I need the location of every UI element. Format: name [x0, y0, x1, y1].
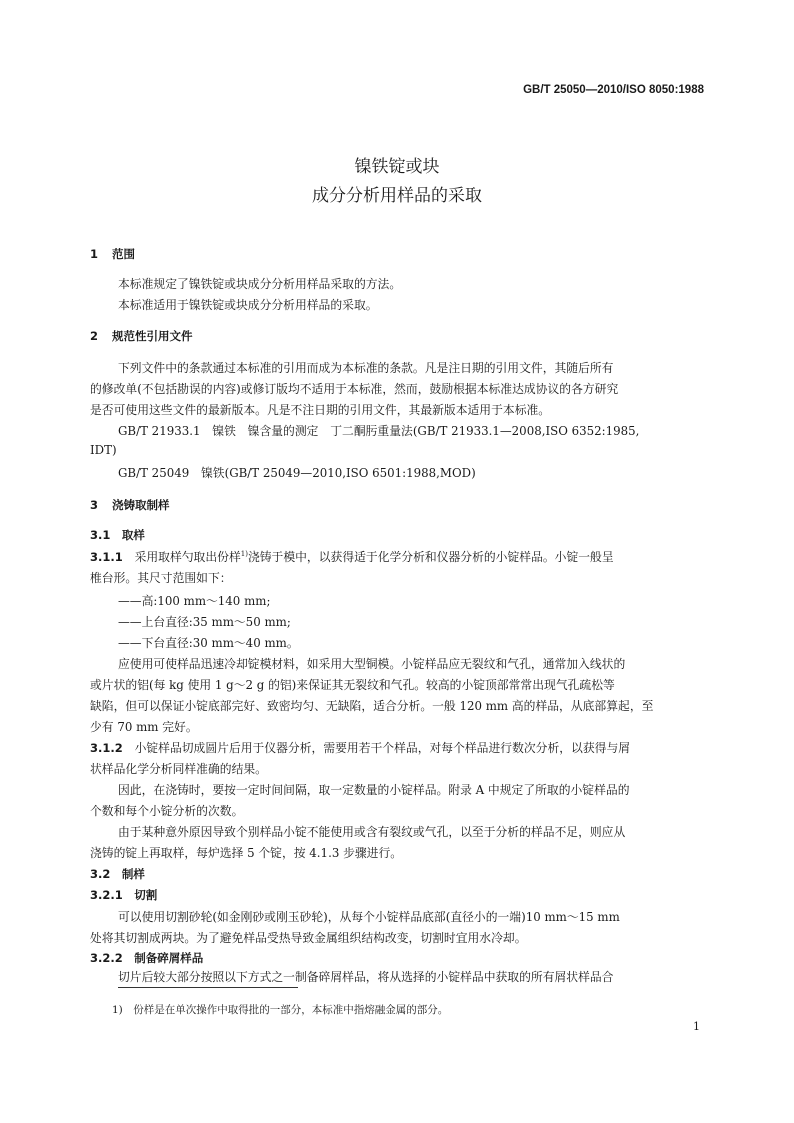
paragraph-cont: 的修改单(不包括勘误的内容)或修订版均不适用于本标准，然而，鼓励根据本标准达成协议的各方研究 — [90, 382, 619, 396]
paragraph-cont: 浇铸的锭上再取样，每炉选择 5 个锭，按 4.1.3 步骤进行。 — [90, 846, 403, 860]
section-number: 2 — [90, 329, 99, 343]
paragraph: 切片后较大部分按照以下方式之一制备碎屑样品，将从选择的小锭样品中获取的所有屑状样品合 — [118, 970, 614, 984]
clause-number: 3.1.2 — [90, 741, 123, 755]
paragraph-cont: 或片状的铝(每 kg 使用 1 g～2 g 的铝)来保证其无裂纹和气孔。较高的小锭顶部常常出现气孔疏松等 — [90, 678, 615, 692]
paragraph-cont: 少有 70 mm 完好。 — [90, 720, 198, 734]
clause-3-1-1 — [90, 548, 614, 565]
clause-3-2-2-heading — [90, 950, 203, 966]
footnote-text: 份样是在单次操作中取得批的一部分，本标准中指熔融金属的部分。 — [133, 1004, 449, 1016]
paragraph: 可以使用切割砂轮(如金刚砂或刚玉砂轮)，从每个小锭样品底部(直径小的一端)10 mm～15 mm — [118, 910, 620, 924]
section-2-heading — [90, 328, 193, 344]
subsection-number: 3.1 — [90, 528, 111, 542]
clause-title: 制备碎屑样品 — [134, 951, 204, 965]
doc-title-line1: 镍铁锭或块 — [354, 157, 440, 177]
clause-number: 3.1.1 — [90, 550, 123, 564]
section-title: 浇铸取制样 — [112, 498, 170, 512]
footnote-ref: 1) — [240, 550, 248, 559]
paragraph: 本标准适用于镍铁锭或块成分分析用样品的采取。 — [118, 298, 378, 312]
paragraph: 应使用可使样品迅速冷却锭模材料，如采用大型铜模。小锭样品应无裂纹和气孔，通常加入线状的 — [118, 657, 626, 671]
section-1-heading — [90, 246, 135, 262]
paragraph-cont: 缺陷，但可以保证小锭底部完好、致密均匀、无缺陷，适合分析。一般 120 mm 高的样品，从底部算起，至 — [90, 699, 654, 713]
reference-1: GB/T 21933.1 镍铁 镍含量的测定 丁二酮肟重量法(GB/T 21933.1—2008,ISO 6352:1985, — [118, 424, 640, 438]
dash-item: ——高:100 mm～140 mm; — [118, 594, 271, 608]
doc-title-line2: 成分分析用样品的采取 — [312, 186, 482, 206]
subsection-title: 制样 — [121, 867, 145, 881]
clause-number: 3.2.1 — [90, 888, 123, 902]
footnote — [112, 1002, 448, 1017]
section-title: 规范性引用文件 — [112, 329, 193, 343]
page-number: 1 — [693, 1020, 700, 1033]
section-number: 1 — [90, 247, 99, 261]
clause-3-2-1-heading — [90, 887, 157, 903]
paragraph-cont: 状样品化学分析同样准确的结果。 — [90, 762, 267, 776]
clause-text: 小锭样品切成圆片后用于仪器分析，需要用若干个样品，对每个样品进行数次分析，以获得与屑 — [134, 741, 631, 755]
paragraph: 下列文件中的条款通过本标准的引用而成为本标准的条款。凡是注日期的引用文件，其随后所有 — [118, 361, 614, 375]
clause-text: 采用取样勺取出份样 — [134, 550, 241, 564]
paragraph: 本标准规定了镍铁锭或块成分分析用样品采取的方法。 — [118, 277, 402, 291]
paragraph-cont: 处将其切割成两块。为了避免样品受热导致金属组织结构改变，切割时宜用水冷却。 — [90, 931, 527, 945]
section-title: 范围 — [112, 247, 135, 261]
clause-3-1-2 — [90, 739, 630, 756]
subsection-3-1-heading — [90, 527, 145, 543]
footnote-mark: 1) — [112, 1004, 123, 1016]
paragraph-cont: 椎台形。其尺寸范围如下： — [90, 571, 232, 585]
reference-2: GB/T 25049 镍铁(GB/T 25049—2010,ISO 6501:1988,MOD) — [118, 466, 476, 480]
footnote-divider — [118, 987, 298, 988]
dash-item: ——上台直径:35 mm～50 mm; — [118, 615, 291, 629]
paragraph-cont: 个数和每个小锭分析的次数。 — [90, 804, 244, 818]
paragraph-cont: 是否可使用这些文件的最新版本。凡是不注日期的引用文件，其最新版本适用于本标准。 — [90, 403, 551, 417]
section-number: 3 — [90, 498, 99, 512]
clause-number: 3.2.2 — [90, 951, 123, 965]
subsection-number: 3.2 — [90, 867, 111, 881]
section-3-heading — [90, 497, 170, 513]
subsection-3-2-heading — [90, 866, 145, 882]
clause-text: 浇铸于模中，以获得适于化学分析和仪器分析的小锭样品。小锭一般呈 — [247, 550, 614, 564]
paragraph: 因此，在浇铸时，要按一定时间间隔，取一定数量的小锭样品。附录 A 中规定了所取的小锭样品的 — [118, 783, 630, 797]
reference-1-cont: IDT) — [90, 443, 117, 457]
subsection-title: 取样 — [121, 528, 145, 542]
standard-code: GB/T 25050—2010/ISO 8050:1988 — [523, 84, 704, 96]
clause-title: 切割 — [134, 888, 158, 902]
dash-item: ——下台直径:30 mm～40 mm。 — [118, 636, 299, 650]
paragraph: 由于某种意外原因导致个别样品小锭不能使用或含有裂纹或气孔，以至于分析的样品不足，则应从 — [118, 825, 626, 839]
